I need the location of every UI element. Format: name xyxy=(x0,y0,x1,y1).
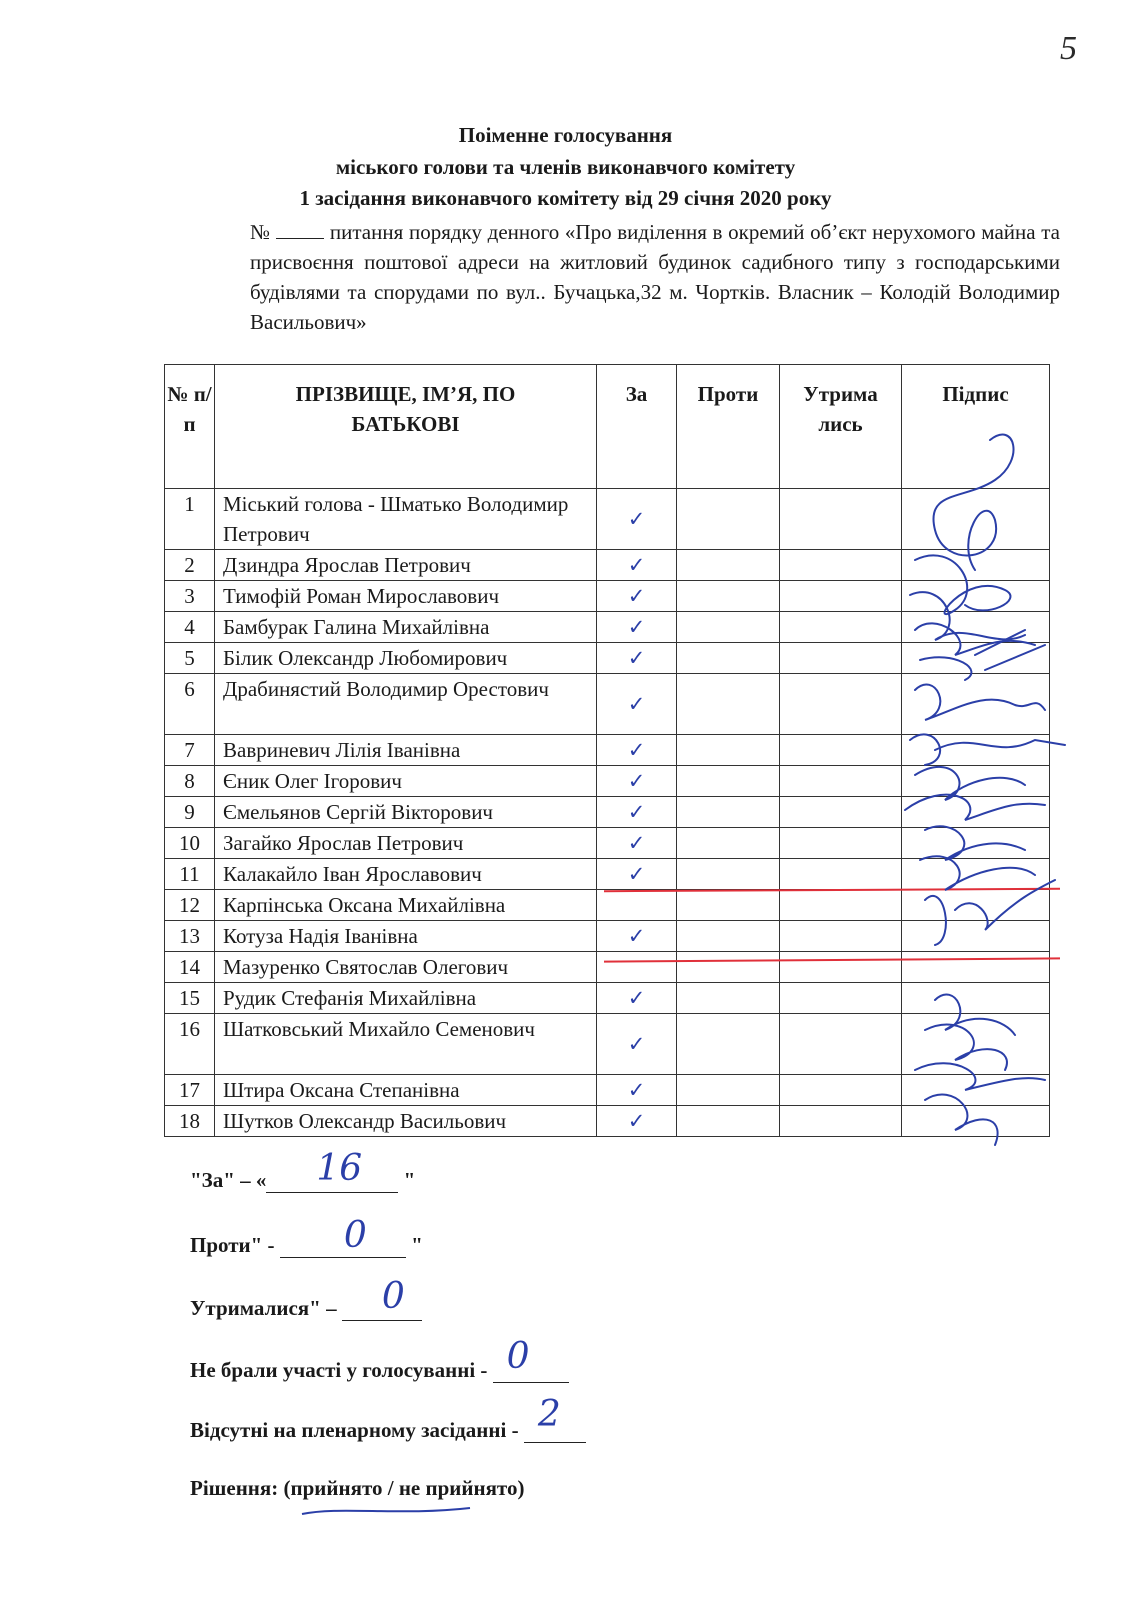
signature-11 xyxy=(920,856,1035,890)
row-number: 6 xyxy=(165,674,215,735)
vote-utrym xyxy=(780,489,902,550)
utrym-label: Утрималися" – xyxy=(190,1296,342,1320)
decision-underline xyxy=(300,1500,480,1520)
member-name: Драбинястий Володимир Орестович xyxy=(215,674,597,735)
vidsutni-label: Відсутні на пленарному засіданні - xyxy=(190,1418,524,1442)
vote-utrym xyxy=(780,735,902,766)
proty-label: Проти" - xyxy=(190,1233,280,1257)
vote-utrym xyxy=(780,983,902,1014)
row-number: 17 xyxy=(165,1075,215,1106)
doc-subtitle: міського голови та членів виконавчого комітету xyxy=(335,155,796,179)
vote-utrym xyxy=(780,674,902,735)
vote-utrym xyxy=(780,581,902,612)
za-close: " xyxy=(398,1168,416,1192)
row-number: 18 xyxy=(165,1106,215,1137)
za-blank xyxy=(266,1148,398,1193)
row-number: 10 xyxy=(165,828,215,859)
member-name: Мазуренко Святослав Олегович xyxy=(215,952,597,983)
vote-utrym xyxy=(780,612,902,643)
row-number: 16 xyxy=(165,1014,215,1075)
za-label: "За" – « xyxy=(190,1168,267,1192)
rishennia-value: (прийнято / не прийнято) xyxy=(283,1476,525,1500)
vote-proty xyxy=(677,859,780,890)
row-number: 13 xyxy=(165,921,215,952)
header-pidpys: Підпис xyxy=(902,365,1050,489)
vidsutni-blank xyxy=(524,1394,586,1443)
member-name: Вавриневич Лілія Іванівна xyxy=(215,735,597,766)
signature-17 xyxy=(915,1063,1045,1090)
vote-za: ✓ xyxy=(597,797,677,828)
row-number: 8 xyxy=(165,766,215,797)
header-name: ПРІЗВИЩЕ, ІМ’Я, ПО БАТЬКОВІ xyxy=(215,365,597,489)
agenda-item xyxy=(250,217,1060,337)
vote-za: ✓ xyxy=(597,1106,677,1137)
proty-count: 0 xyxy=(343,1215,367,1256)
vote-proty xyxy=(677,489,780,550)
member-name: Котуза Надія Іванівна xyxy=(215,921,597,952)
vote-za: ✓ xyxy=(597,612,677,643)
vote-za: ✓ xyxy=(597,1075,677,1106)
vote-proty xyxy=(677,766,780,797)
row-number: 1 xyxy=(165,489,215,550)
member-name: Дзиндра Ярослав Петрович xyxy=(215,550,597,581)
vote-za: ✓ xyxy=(597,735,677,766)
member-name: Тимофій Роман Мирославович xyxy=(215,581,597,612)
vote-utrym xyxy=(780,643,902,674)
row-number: 14 xyxy=(165,952,215,983)
vote-proty xyxy=(677,643,780,674)
vote-utrym xyxy=(780,550,902,581)
member-name: Шатковський Михайло Семенович xyxy=(215,1014,597,1075)
signature-18 xyxy=(925,1094,998,1145)
summary-proty xyxy=(190,1215,423,1258)
signature-15 xyxy=(935,994,1015,1035)
vote-utrym xyxy=(780,828,902,859)
signature-8 xyxy=(915,767,1025,800)
proty-blank xyxy=(280,1215,406,1258)
vote-za: ✓ xyxy=(597,643,677,674)
header-proty: Проти xyxy=(677,365,780,489)
row-number: 3 xyxy=(165,581,215,612)
vidsutni-count: 2 xyxy=(537,1394,561,1435)
meeting-line: 1 засідання виконавчого комітету від 29 січня 2020 року xyxy=(299,186,832,210)
row-number: 9 xyxy=(165,797,215,828)
za-count: 16 xyxy=(316,1148,363,1189)
row-number: 5 xyxy=(165,643,215,674)
row-number: 7 xyxy=(165,735,215,766)
member-name: Єник Олег Ігорович xyxy=(215,766,597,797)
vote-za: ✓ xyxy=(597,489,677,550)
vote-proty xyxy=(677,828,780,859)
summary-vidsutni xyxy=(190,1394,586,1443)
vote-proty xyxy=(677,674,780,735)
signature-2 xyxy=(915,555,1010,614)
vote-za: ✓ xyxy=(597,581,677,612)
summary-utrym xyxy=(190,1276,422,1321)
vote-proty xyxy=(677,1014,780,1075)
vote-utrym xyxy=(780,797,902,828)
signature-6 xyxy=(915,684,1045,720)
vote-utrym xyxy=(780,859,902,890)
rishennia-label: Рішення: xyxy=(190,1476,284,1500)
doc-title: Поіменне голосування xyxy=(458,123,673,147)
vote-proty xyxy=(677,550,780,581)
vote-utrym xyxy=(780,766,902,797)
member-name: Карпінська Оксана Михайлівна xyxy=(215,890,597,921)
vote-proty xyxy=(677,952,780,983)
signature-3 xyxy=(910,592,1025,640)
member-name: Ємельянов Сергій Вікторович xyxy=(215,797,597,828)
member-name: Бамбурак Галина Михайлівна xyxy=(215,612,597,643)
vote-utrym xyxy=(780,1075,902,1106)
signature-9 xyxy=(905,795,1045,820)
signature-7 xyxy=(910,734,1065,765)
vote-za: ✓ xyxy=(597,921,677,952)
row-number: 15 xyxy=(165,983,215,1014)
vote-za xyxy=(597,890,677,921)
row-number: 11 xyxy=(165,859,215,890)
vote-proty xyxy=(677,797,780,828)
vote-proty xyxy=(677,1075,780,1106)
signature-1 xyxy=(933,435,1013,570)
header-utrym: Утрима лись xyxy=(780,365,902,489)
member-name: Загайко Ярослав Петрович xyxy=(215,828,597,859)
member-name: Шутков Олександр Васильович xyxy=(215,1106,597,1137)
vote-proty xyxy=(677,612,780,643)
vote-proty xyxy=(677,890,780,921)
member-name: Штира Оксана Степанівна xyxy=(215,1075,597,1106)
vote-za: ✓ xyxy=(597,983,677,1014)
ne-braly-blank xyxy=(493,1336,569,1383)
utrym-blank xyxy=(342,1276,422,1321)
utrym-count: 0 xyxy=(381,1276,405,1317)
vote-utrym xyxy=(780,1014,902,1075)
summary-ne-braly xyxy=(190,1336,569,1383)
signature-4 xyxy=(915,623,1035,655)
vote-proty xyxy=(677,921,780,952)
vote-za: ✓ xyxy=(597,828,677,859)
summary-rishennia xyxy=(190,1476,524,1501)
vote-za: ✓ xyxy=(597,766,677,797)
signatures-scribble xyxy=(895,420,1075,1150)
vote-za: ✓ xyxy=(597,550,677,581)
summary-za xyxy=(190,1148,416,1193)
ne-braly-count: 0 xyxy=(506,1336,530,1377)
member-name: Калакайло Іван Ярославович xyxy=(215,859,597,890)
row-number: 2 xyxy=(165,550,215,581)
row-number: 12 xyxy=(165,890,215,921)
vote-proty xyxy=(677,1106,780,1137)
page-number: 5 xyxy=(1060,30,1077,67)
vote-proty xyxy=(677,735,780,766)
item-number-blank xyxy=(276,220,324,239)
signature-10 xyxy=(925,826,1025,860)
vote-za: ✓ xyxy=(597,674,677,735)
member-name: Білик Олександр Любомирович xyxy=(215,643,597,674)
agenda-text: питання порядку денного «Про виділення в окремий об’єкт нерухомого майна та присвоєння поштової адреси на житловий будинок садибного типу з господарськими будівлями та спорудами по вул.. Бучацька,32 м. Чортків. Власник – Колодій Володимир Васильович» xyxy=(250,220,1061,334)
signature-13 xyxy=(925,880,1055,945)
member-name: Міський голова - Шматько Володимир Петрович xyxy=(215,489,597,550)
number-sign: № xyxy=(250,220,271,244)
vote-utrym xyxy=(780,1106,902,1137)
vote-utrym xyxy=(780,921,902,952)
vote-utrym xyxy=(780,952,902,983)
header-za: За xyxy=(597,365,677,489)
member-name: Рудик Стефанія Михайлівна xyxy=(215,983,597,1014)
vote-proty xyxy=(677,983,780,1014)
vote-za: ✓ xyxy=(597,859,677,890)
vote-za xyxy=(597,952,677,983)
ne-braly-label: Не брали участі у голосуванні - xyxy=(190,1358,493,1382)
vote-utrym xyxy=(780,890,902,921)
header-num: № п/ п xyxy=(165,365,215,489)
vote-za: ✓ xyxy=(597,1014,677,1075)
row-number: 4 xyxy=(165,612,215,643)
vote-proty xyxy=(677,581,780,612)
proty-close: " xyxy=(405,1233,423,1257)
